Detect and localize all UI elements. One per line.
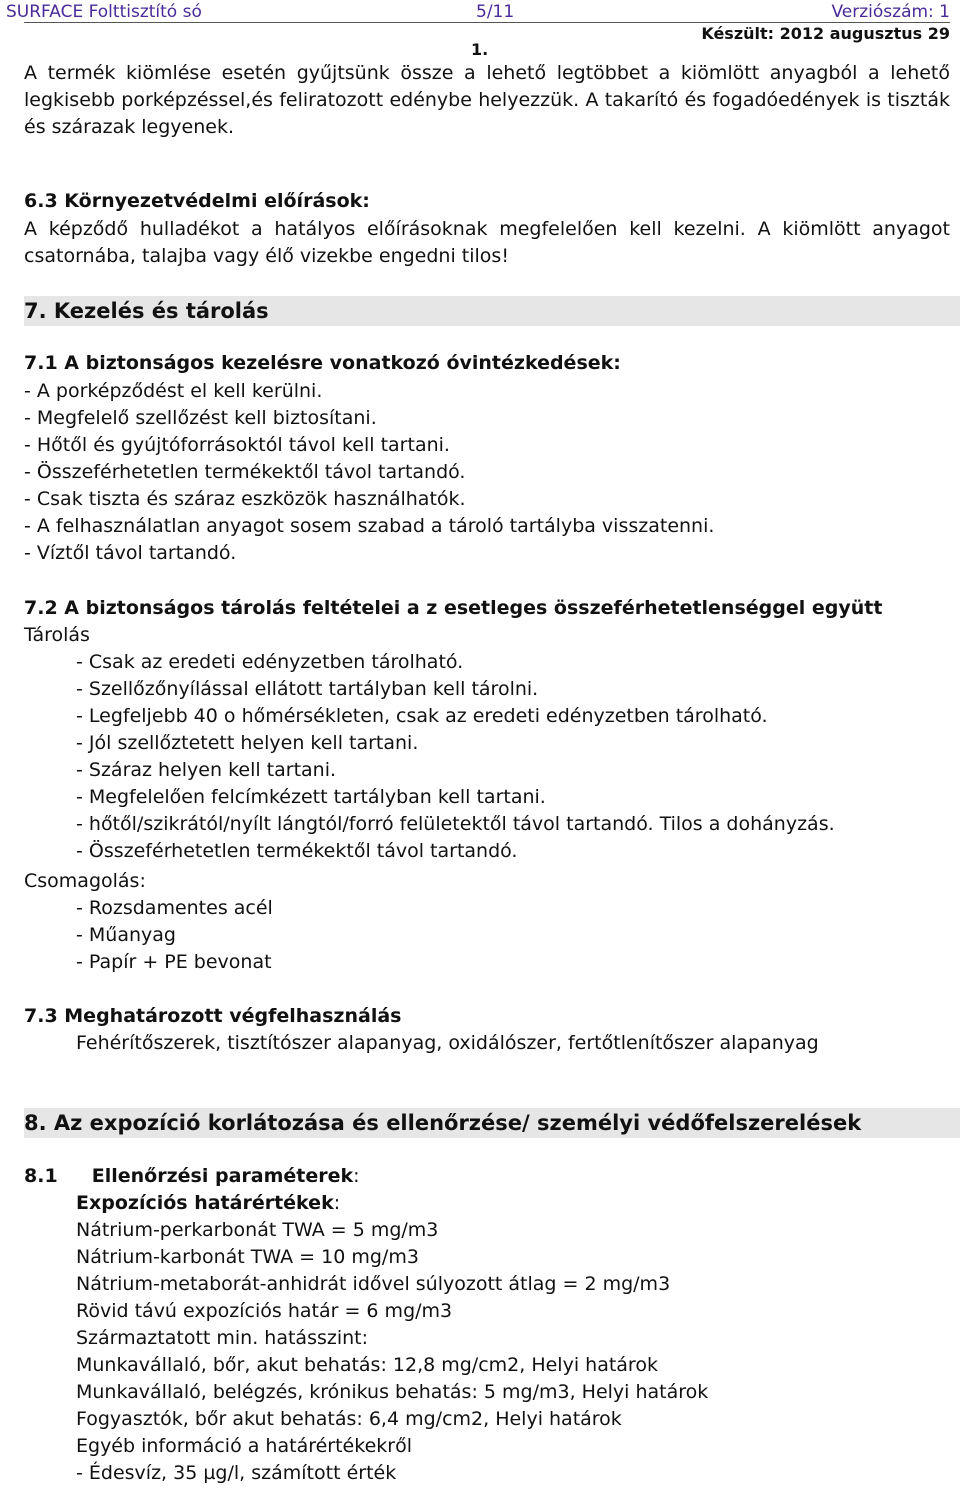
section-8-1-colon: : bbox=[353, 1165, 360, 1187]
list-item: - Rozsdamentes acél bbox=[76, 897, 273, 919]
exposure-limits-heading bbox=[76, 1192, 340, 1214]
list-item: Munkavállaló, bőr, akut behatás: 12,8 mg/cm2, Helyi határok bbox=[76, 1354, 658, 1376]
list-item: - Papír + PE bevonat bbox=[76, 951, 272, 973]
list-item: - Összeférhetetlen termékektől távol tartandó. bbox=[76, 840, 518, 862]
section-6-3-text: A képződő hulladékot a hatályos előírásoknak megfelelően kell kezelni. A kiömlött anyagot csatornába, talajba vagy élő vizekbe engedni tilos! bbox=[24, 218, 950, 267]
section-7-3-heading: 7.3 Meghatározott végfelhasználás bbox=[24, 1005, 402, 1027]
version-number: Verziószám: 1 bbox=[831, 2, 950, 22]
list-item: - Csak tiszta és száraz eszközök használhatók. bbox=[24, 488, 466, 510]
created-date-cont: 1. bbox=[471, 40, 489, 59]
list-item: - Megfelelő szellőzést kell biztosítani. bbox=[24, 407, 377, 429]
list-item: Nátrium-perkarbonát TWA = 5 mg/m3 bbox=[76, 1219, 439, 1241]
list-item: - Megfelelően felcímkézett tartályban kell tartani. bbox=[76, 786, 546, 808]
list-item: - Hőtől és gyújtóforrásoktól távol kell tartani. bbox=[24, 434, 450, 456]
list-item: Rövid távú expozíciós határ = 6 mg/m3 bbox=[76, 1300, 453, 1322]
list-item: - A porképződést el kell kerülni. bbox=[24, 380, 323, 402]
section-8-heading bbox=[24, 1108, 960, 1138]
section-7-2-heading: 7.2 A biztonságos tárolás feltételei a z esetleges összeférhetetlenséggel együtt bbox=[24, 597, 883, 619]
list-item: - Csak az eredeti edényzetben tárolható. bbox=[76, 651, 464, 673]
section-8-1-title: Ellenőrzési paraméterek bbox=[91, 1165, 354, 1187]
exposure-limits-colon: : bbox=[333, 1192, 341, 1214]
storage-label: Tárolás bbox=[24, 624, 90, 646]
page-number: 5/11 bbox=[476, 2, 515, 22]
list-item: - Víztől távol tartandó. bbox=[24, 542, 237, 564]
list-item: - A felhasználatlan anyagot sosem szabad a tároló tartályba visszatenni. bbox=[24, 515, 715, 537]
exposure-limits-title: Expozíciós határértékek bbox=[76, 1192, 334, 1214]
section-6-3-heading: 6.3 Környezetvédelmi előírások: bbox=[24, 190, 370, 212]
list-item: Egyéb információ a határértékekről bbox=[76, 1435, 412, 1457]
list-item: - Édesvíz, 35 µg/l, számított érték bbox=[76, 1462, 397, 1484]
list-item: - Szellőzőnyílással ellátott tartályban kell tárolni. bbox=[76, 678, 539, 700]
packaging-label: Csomagolás: bbox=[24, 870, 146, 892]
list-item: - Összeférhetetlen termékektől távol tartandó. bbox=[24, 461, 466, 483]
list-item: - Jól szellőztetett helyen kell tartani. bbox=[76, 732, 419, 754]
section-8-1-heading bbox=[24, 1165, 360, 1187]
header-divider bbox=[24, 22, 950, 23]
list-item: - Műanyag bbox=[76, 924, 176, 946]
list-item: - Száraz helyen kell tartani. bbox=[76, 759, 337, 781]
list-item: Származtatott min. hatásszint: bbox=[76, 1327, 369, 1349]
created-date: Készült: 2012 augusztus 29 bbox=[701, 24, 950, 43]
list-item: Nátrium-karbonát TWA = 10 mg/m3 bbox=[76, 1246, 419, 1268]
section-8-1-number: 8.1 bbox=[24, 1165, 58, 1187]
list-item: Fogyasztók, bőr akut behatás: 6,4 mg/cm2, Helyi határok bbox=[76, 1408, 622, 1430]
list-item: Munkavállaló, belégzés, krónikus behatás: 5 mg/m3, Helyi határok bbox=[76, 1381, 709, 1403]
intro-paragraph: A termék kiömlése esetén gyűjtsünk össze a lehető legtöbbet a kiömlött anyagból a lehető legkisebb porképzéssel,és feliratozott edénybe helyezzük. A takarító és fogadóedények is tiszták és szárazak legyenek. bbox=[24, 62, 950, 138]
list-item: - hőtől/szikrától/nyílt lángtól/forró felületektől távol tartandó. Tilos a dohányzás. bbox=[76, 813, 835, 835]
section-7-title: 7. Kezelés és tárolás bbox=[24, 299, 269, 323]
section-8-title: 8. Az expozíció korlátozása és ellenőrzése/ személyi védőfelszerelések bbox=[24, 1111, 862, 1135]
list-item: - Legfeljebb 40 o hőmérsékleten, csak az eredeti edényzetben tárolható. bbox=[76, 705, 768, 727]
section-7-3-text: Fehérítőszerek, tisztítószer alapanyag, oxidálószer, fertőtlenítőszer alapanyag bbox=[76, 1032, 819, 1054]
list-item: Nátrium-metaborát-anhidrát idővel súlyozott átlag = 2 mg/m3 bbox=[76, 1273, 671, 1295]
section-7-1-heading: 7.1 A biztonságos kezelésre vonatkozó óvintézkedések: bbox=[24, 352, 621, 374]
product-name: SURFACE Folttisztító só bbox=[6, 2, 202, 22]
section-7-heading bbox=[24, 296, 960, 326]
